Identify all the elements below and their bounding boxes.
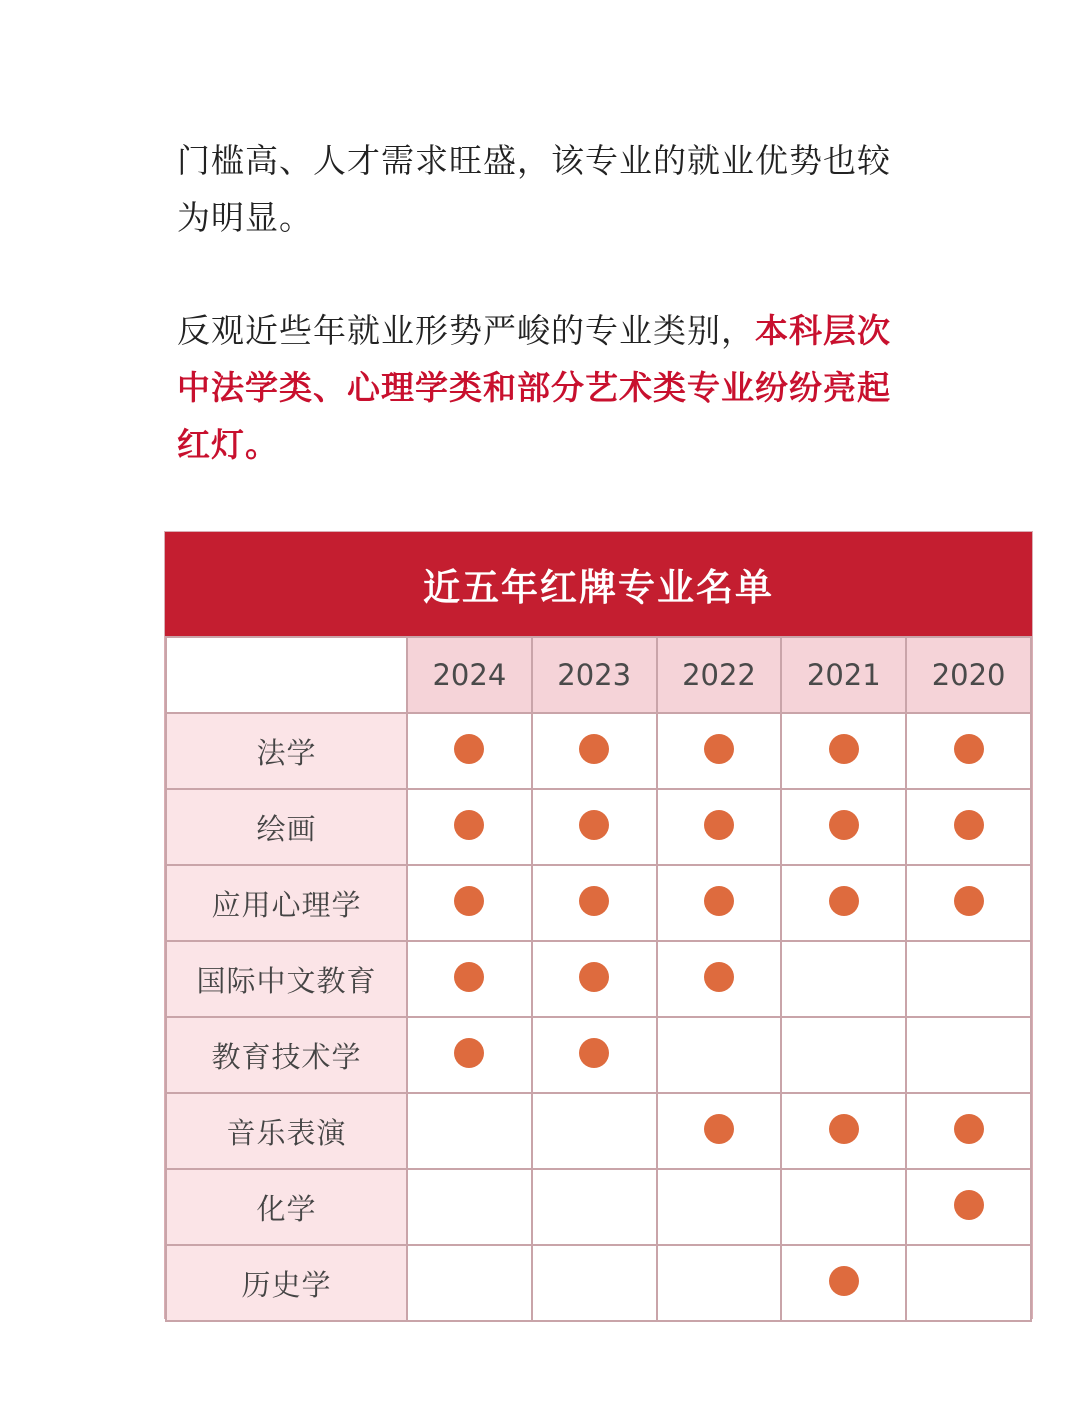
major-name: 音乐表演 <box>166 1093 407 1169</box>
year-header: 2022 <box>657 637 782 713</box>
year-cell <box>532 941 657 1017</box>
year-cell <box>657 865 782 941</box>
red-card-dot-icon <box>454 1038 484 1068</box>
red-card-dot-icon <box>454 734 484 764</box>
major-name: 国际中文教育 <box>166 941 407 1017</box>
year-cell <box>407 865 532 941</box>
year-cell <box>407 1093 532 1169</box>
year-cell <box>407 1245 532 1321</box>
paragraph-2-text: 反观近些年就业形势严峻的专业类别， <box>177 311 755 350</box>
header-corner <box>166 637 407 713</box>
red-card-dot-icon <box>704 734 734 764</box>
red-card-dot-icon <box>579 810 609 840</box>
red-card-dot-icon <box>829 1266 859 1296</box>
year-cell <box>657 1245 782 1321</box>
red-card-dot-icon <box>454 810 484 840</box>
year-cell <box>781 789 906 865</box>
year-cell <box>532 1093 657 1169</box>
article-body <box>177 132 917 473</box>
red-card-dot-icon <box>454 886 484 916</box>
year-cell <box>657 941 782 1017</box>
year-cell <box>657 1093 782 1169</box>
year-cell <box>657 713 782 789</box>
year-cell <box>906 865 1031 941</box>
major-name: 教育技术学 <box>166 1017 407 1093</box>
year-cell <box>532 1245 657 1321</box>
red-card-majors-table <box>164 531 1033 1319</box>
year-header: 2023 <box>532 637 657 713</box>
year-cell <box>407 789 532 865</box>
major-name: 绘画 <box>166 789 407 865</box>
red-card-dot-icon <box>954 734 984 764</box>
year-cell <box>906 713 1031 789</box>
year-header: 2021 <box>781 637 906 713</box>
red-card-dot-icon <box>704 1114 734 1144</box>
red-card-dot-icon <box>829 1114 859 1144</box>
year-cell <box>906 789 1031 865</box>
year-cell <box>906 1093 1031 1169</box>
year-cell <box>532 1169 657 1245</box>
red-card-dot-icon <box>704 886 734 916</box>
red-card-dot-icon <box>954 1190 984 1220</box>
year-cell <box>532 713 657 789</box>
year-cell <box>657 1169 782 1245</box>
paragraph-2 <box>177 302 917 473</box>
year-cell <box>906 941 1031 1017</box>
year-header-row <box>166 637 1031 713</box>
red-card-dot-icon <box>579 1038 609 1068</box>
year-cell <box>906 1017 1031 1093</box>
year-cell <box>906 1169 1031 1245</box>
year-header: 2024 <box>407 637 532 713</box>
table-row <box>166 1169 1031 1245</box>
red-card-dot-icon <box>954 810 984 840</box>
year-cell <box>781 713 906 789</box>
table-row <box>166 1245 1031 1321</box>
year-cell <box>532 865 657 941</box>
paragraph-1: 门槛高、人才需求旺盛，该专业的就业优势也较为明显。 <box>177 141 891 237</box>
red-card-dot-icon <box>829 734 859 764</box>
table-row <box>166 713 1031 789</box>
paragraph-2-highlight: 本科层次中法学类、心理学类和部分艺术类专业纷纷亮起红灯。 <box>177 311 891 464</box>
year-cell <box>781 941 906 1017</box>
table-row <box>166 1017 1031 1093</box>
table-title: 近五年红牌专业名单 <box>165 532 1032 636</box>
majors-grid <box>165 636 1032 1322</box>
year-cell <box>657 1017 782 1093</box>
year-cell <box>781 865 906 941</box>
red-card-dot-icon <box>579 962 609 992</box>
red-card-dot-icon <box>704 810 734 840</box>
red-card-dot-icon <box>579 734 609 764</box>
year-cell <box>407 941 532 1017</box>
year-cell <box>906 1245 1031 1321</box>
year-cell <box>407 1169 532 1245</box>
year-cell <box>407 713 532 789</box>
year-cell <box>781 1245 906 1321</box>
red-card-dot-icon <box>829 886 859 916</box>
red-card-dot-icon <box>454 962 484 992</box>
red-card-dot-icon <box>954 1114 984 1144</box>
major-name: 历史学 <box>166 1245 407 1321</box>
table-row <box>166 789 1031 865</box>
year-cell <box>532 789 657 865</box>
year-cell <box>781 1093 906 1169</box>
year-cell <box>532 1017 657 1093</box>
major-name: 应用心理学 <box>166 865 407 941</box>
year-cell <box>657 789 782 865</box>
table-row <box>166 865 1031 941</box>
table-row <box>166 941 1031 1017</box>
year-cell <box>781 1017 906 1093</box>
red-card-dot-icon <box>704 962 734 992</box>
table-row <box>166 1093 1031 1169</box>
year-cell <box>781 1169 906 1245</box>
year-cell <box>407 1017 532 1093</box>
major-name: 化学 <box>166 1169 407 1245</box>
red-card-dot-icon <box>579 886 609 916</box>
red-card-dot-icon <box>829 810 859 840</box>
year-header: 2020 <box>906 637 1031 713</box>
red-card-dot-icon <box>954 886 984 916</box>
major-name: 法学 <box>166 713 407 789</box>
